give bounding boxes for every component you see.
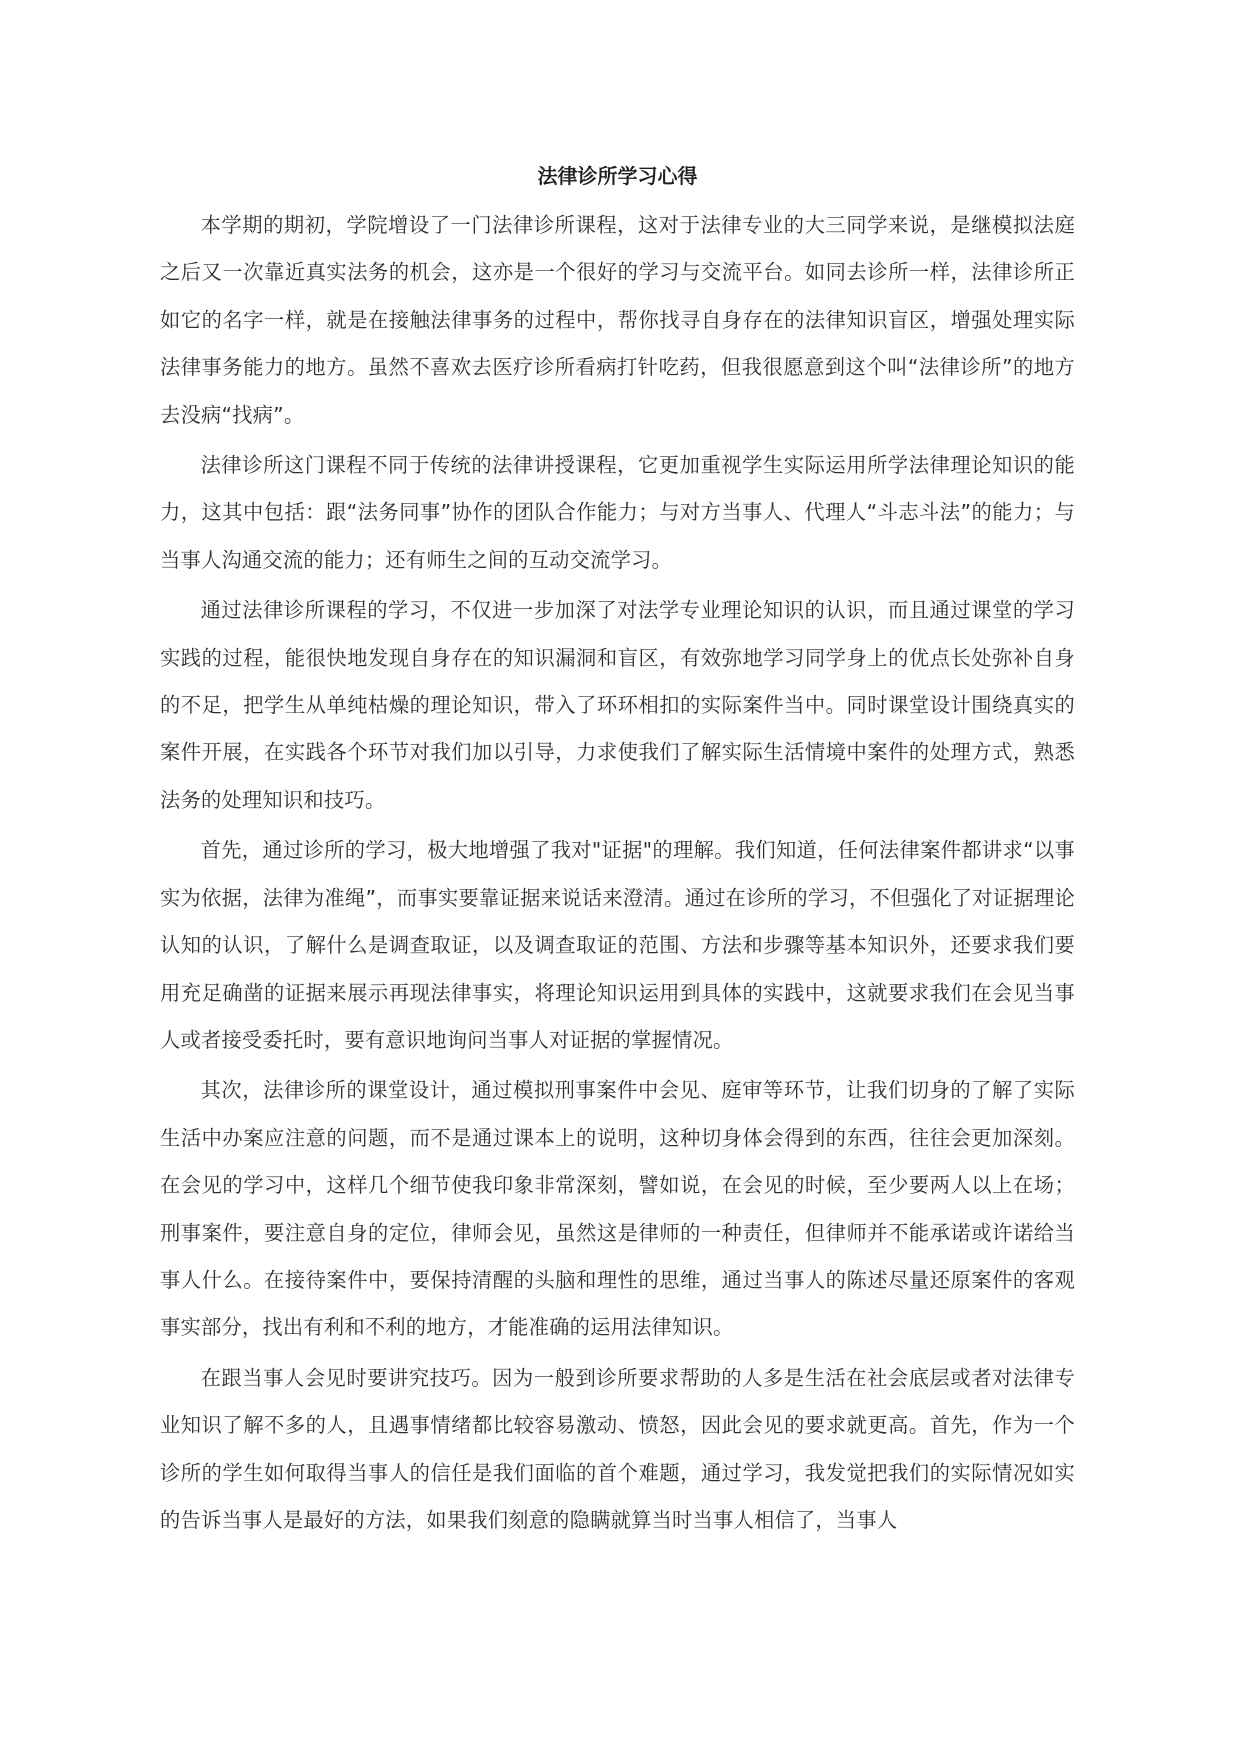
paragraph-4: 首先，通过诊所的学习，极大地增强了我对"证据"的理解。我们知道，任何法律案件都讲求“以事实为依据，法律为准绳”，而事实要靠证据来说话来澄清。通过在诊所的学习，不但强化了对证据理论认知的认识，了解什么是调查取证，以及调查取证的范围、方法和步骤等基本知识外，还要求我们要用充足确凿的证据来展示再现法律事实，将理论知识运用到具体的实践中，这就要求我们在会见当事人或者接受委托时，要有意识地询问当事人对证据的掌握情况。: [160, 838, 1075, 1052]
paragraph-1: 本学期的期初，学院增设了一门法律诊所课程，这对于法律专业的大三同学来说，是继模拟法庭之后又一次靠近真实法务的机会，这亦是一个很好的学习与交流平台。如同去诊所一样，法律诊所正如它的名字一样，就是在接触法律事务的过程中，帮你找寻自身存在的法律知识盲区，增强处理实际法律事务能力的地方。虽然不喜欢去医疗诊所看病打针吃药，但我很愿意到这个叫“法律诊所”的地方去没病“找病”。: [160, 213, 1075, 427]
document-title: 法律诊所学习心得: [537, 164, 698, 188]
paragraph-5: 其次，法律诊所的课堂设计，通过模拟刑事案件中会见、庭审等环节，让我们切身的了解了实际生活中办案应注意的问题，而不是通过课本上的说明，这种切身体会得到的东西，往往会更加深刻。在会见的学习中，这样几个细节使我印象非常深刻，譬如说，在会见的时候，至少要两人以上在场；刑事案件，要注意自身的定位，律师会见，虽然这是律师的一种责任，但律师并不能承诺或许诺给当事人什么。在接待案件中，要保持清醒的头脑和理性的思维，通过当事人的陈述尽量还原案件的客观事实部分，找出有利和不利的地方，才能准确的运用法律知识。: [160, 1078, 1075, 1340]
paragraph-2: 法律诊所这门课程不同于传统的法律讲授课程，它更加重视学生实际运用所学法律理论知识的能力，这其中包括：跟“法务同事”协作的团队合作能力；与对方当事人、代理人“斗志斗法”的能力；与当事人沟通交流的能力；还有师生之间的互动交流学习。: [160, 453, 1075, 572]
paragraph-6: 在跟当事人会见时要讲究技巧。因为一般到诊所要求帮助的人多是生活在社会底层或者对法律专业知识了解不多的人，且遇事情绪都比较容易激动、愤怒，因此会见的要求就更高。首先，作为一个诊所的学生如何取得当事人的信任是我们面临的首个难题，通过学习，我发觉把我们的实际情况如实的告诉当事人是最好的方法，如果我们刻意的隐瞒就算当时当事人相信了，当事人: [160, 1365, 1075, 1532]
document-page: [160, 150, 1075, 1547]
paragraph-3: 通过法律诊所课程的学习，不仅进一步加深了对法学专业理论知识的认识，而且通过课堂的学习实践的过程，能很快地发现自身存在的知识漏洞和盲区，有效弥地学习同学身上的优点长处弥补自身的不足，把学生从单纯枯燥的理论知识，带入了环环相扣的实际案件当中。同时课堂设计围绕真实的案件开展，在实践各个环节对我们加以引导，力求使我们了解实际生活情境中案件的处理方式，熟悉法务的处理知识和技巧。: [160, 598, 1075, 812]
